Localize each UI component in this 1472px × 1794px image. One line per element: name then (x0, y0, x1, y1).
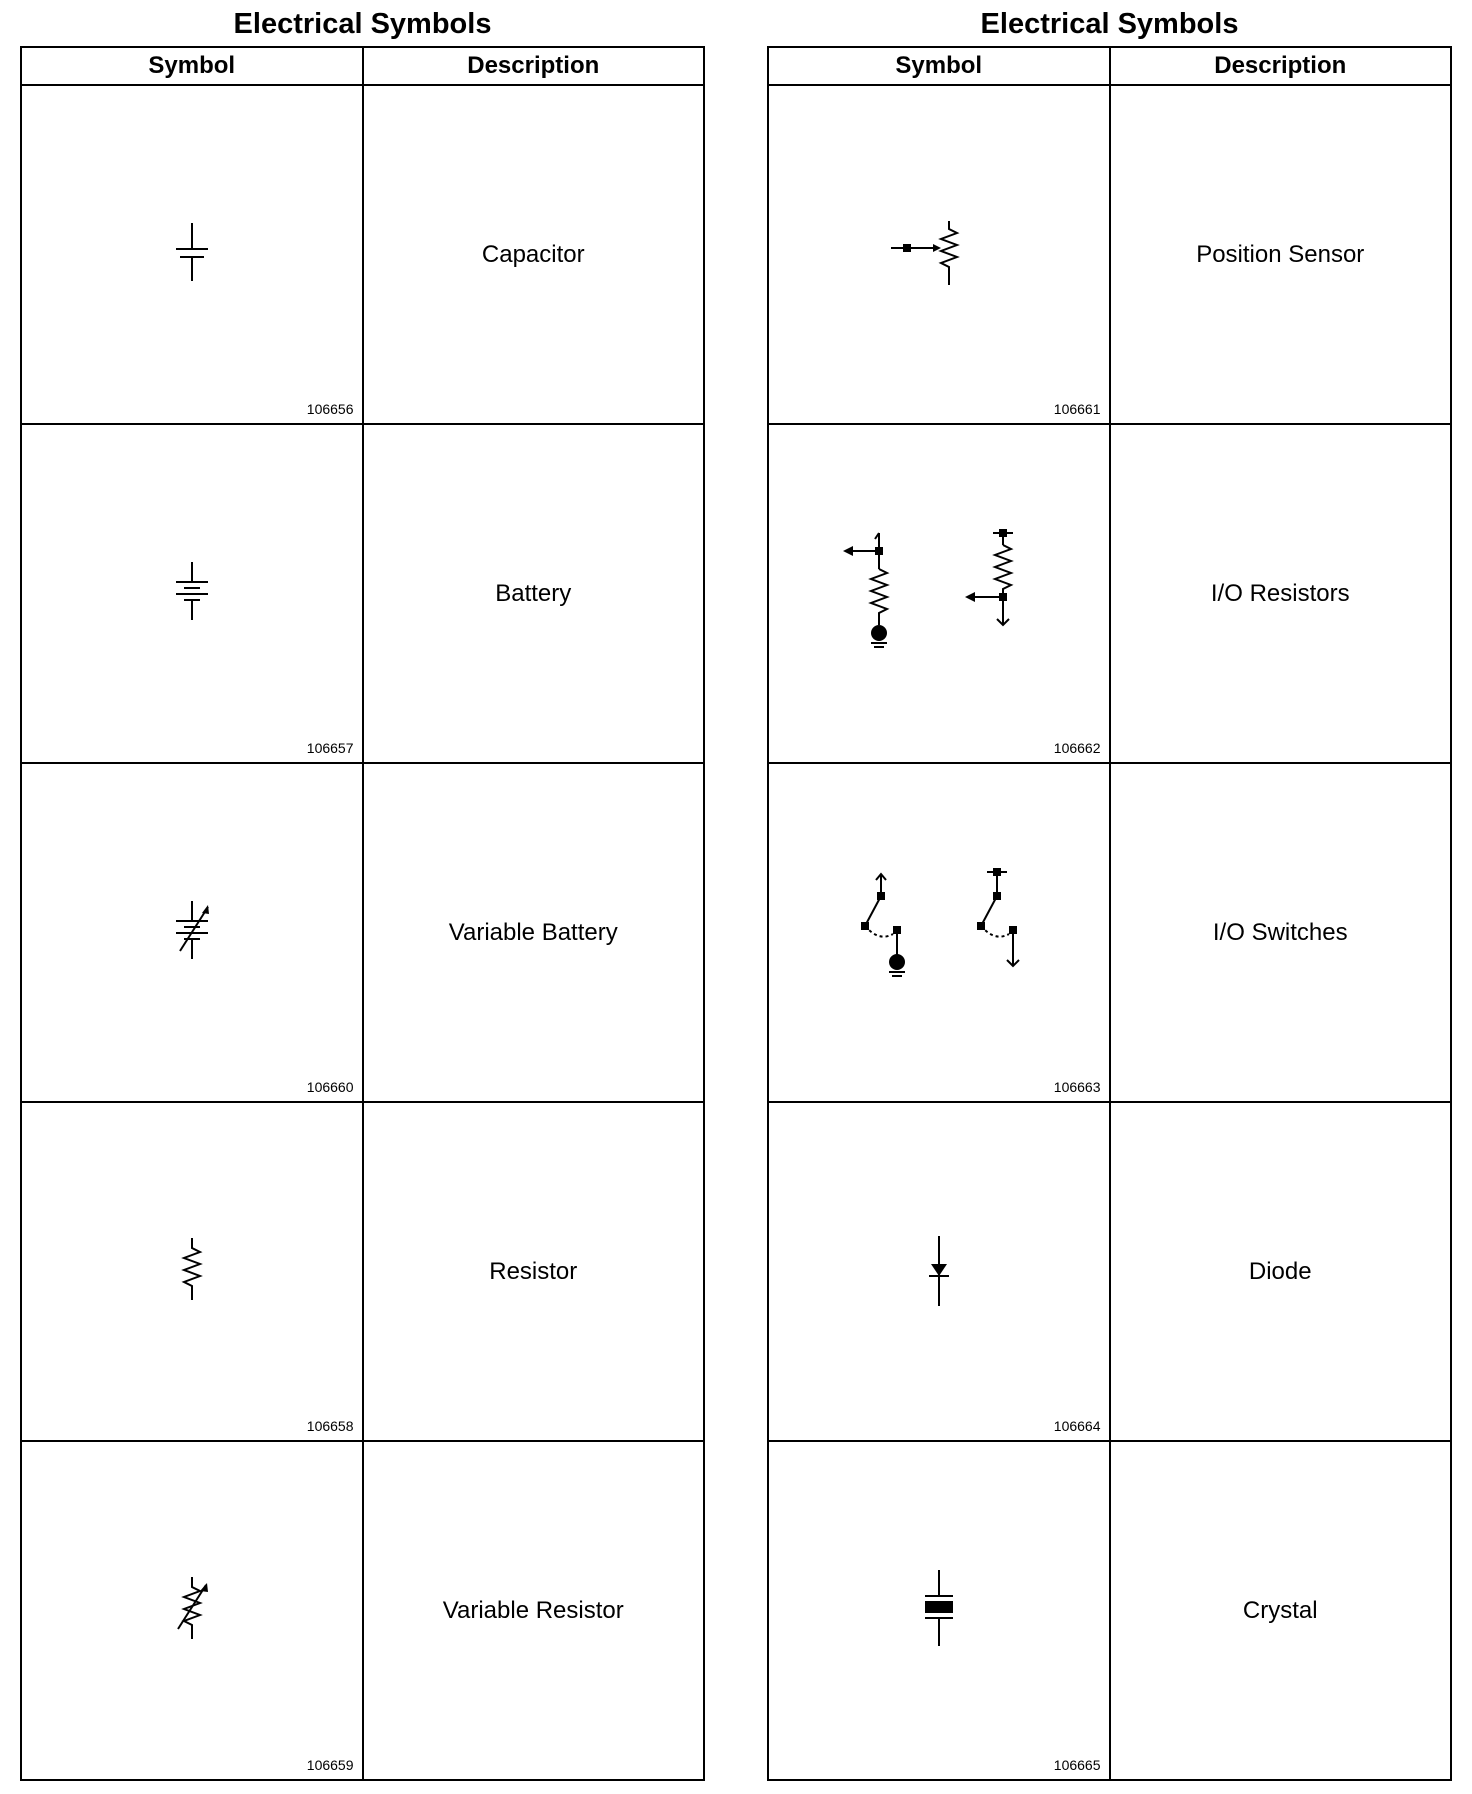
position-sensor-icon (879, 215, 999, 295)
symbol-cell (768, 424, 1110, 763)
figure-code: 106656 (306, 401, 354, 417)
battery-icon (152, 554, 232, 634)
symbol-column-header: Symbol (21, 47, 363, 85)
figure-code: 106661 (1053, 401, 1101, 417)
table-row (768, 763, 1451, 1102)
resistor-icon (152, 1232, 232, 1312)
panel-title: Electrical Symbols (980, 8, 1239, 40)
figure-code: 106659 (306, 1757, 354, 1773)
capacitor-icon (152, 215, 232, 295)
description-cell: I/O Resistors (1110, 424, 1452, 763)
diode-icon (899, 1232, 979, 1312)
symbol-cell (768, 1441, 1110, 1780)
table-row (768, 1441, 1451, 1780)
figure-code: 106657 (306, 740, 354, 756)
symbol-cell (768, 1102, 1110, 1441)
table-row (21, 1441, 704, 1780)
symbol-column-header: Symbol (768, 47, 1110, 85)
symbol-cell (21, 1102, 363, 1441)
figure-code: 106665 (1053, 1757, 1101, 1773)
description-cell: Variable Battery (363, 763, 705, 1102)
table-header-row (768, 47, 1451, 85)
io-resistors-icon (829, 529, 1049, 659)
symbols-table (20, 46, 705, 1781)
figure-code: 106664 (1053, 1418, 1101, 1434)
description-cell: Diode (1110, 1102, 1452, 1441)
description-cell: I/O Switches (1110, 763, 1452, 1102)
table-row (768, 85, 1451, 424)
description-cell: Crystal (1110, 1441, 1452, 1780)
description-cell: Battery (363, 424, 705, 763)
description-cell: Capacitor (363, 85, 705, 424)
table-row (768, 424, 1451, 763)
description-cell: Position Sensor (1110, 85, 1452, 424)
description-column-header: Description (1110, 47, 1452, 85)
table-row (21, 424, 704, 763)
panel-title: Electrical Symbols (233, 8, 492, 40)
symbol-cell (768, 763, 1110, 1102)
variable-battery-icon (152, 893, 232, 973)
io-switches-icon (829, 868, 1049, 998)
table-row (21, 85, 704, 424)
symbol-cell (768, 85, 1110, 424)
figure-code: 106660 (306, 1079, 354, 1095)
symbols-table (767, 46, 1452, 1781)
description-cell: Resistor (363, 1102, 705, 1441)
symbol-cell (21, 424, 363, 763)
right-panel (767, 0, 1452, 1781)
table-row (768, 1102, 1451, 1441)
figure-code: 106658 (306, 1418, 354, 1434)
symbol-cell (21, 1441, 363, 1780)
variable-resistor-icon (152, 1571, 232, 1651)
description-cell: Variable Resistor (363, 1441, 705, 1780)
crystal-icon (899, 1566, 979, 1656)
table-row (21, 763, 704, 1102)
symbol-cell (21, 763, 363, 1102)
table-header-row (21, 47, 704, 85)
description-column-header: Description (363, 47, 705, 85)
figure-code: 106662 (1053, 740, 1101, 756)
figure-code: 106663 (1053, 1079, 1101, 1095)
left-panel (20, 0, 705, 1781)
symbol-cell (21, 85, 363, 424)
table-row (21, 1102, 704, 1441)
